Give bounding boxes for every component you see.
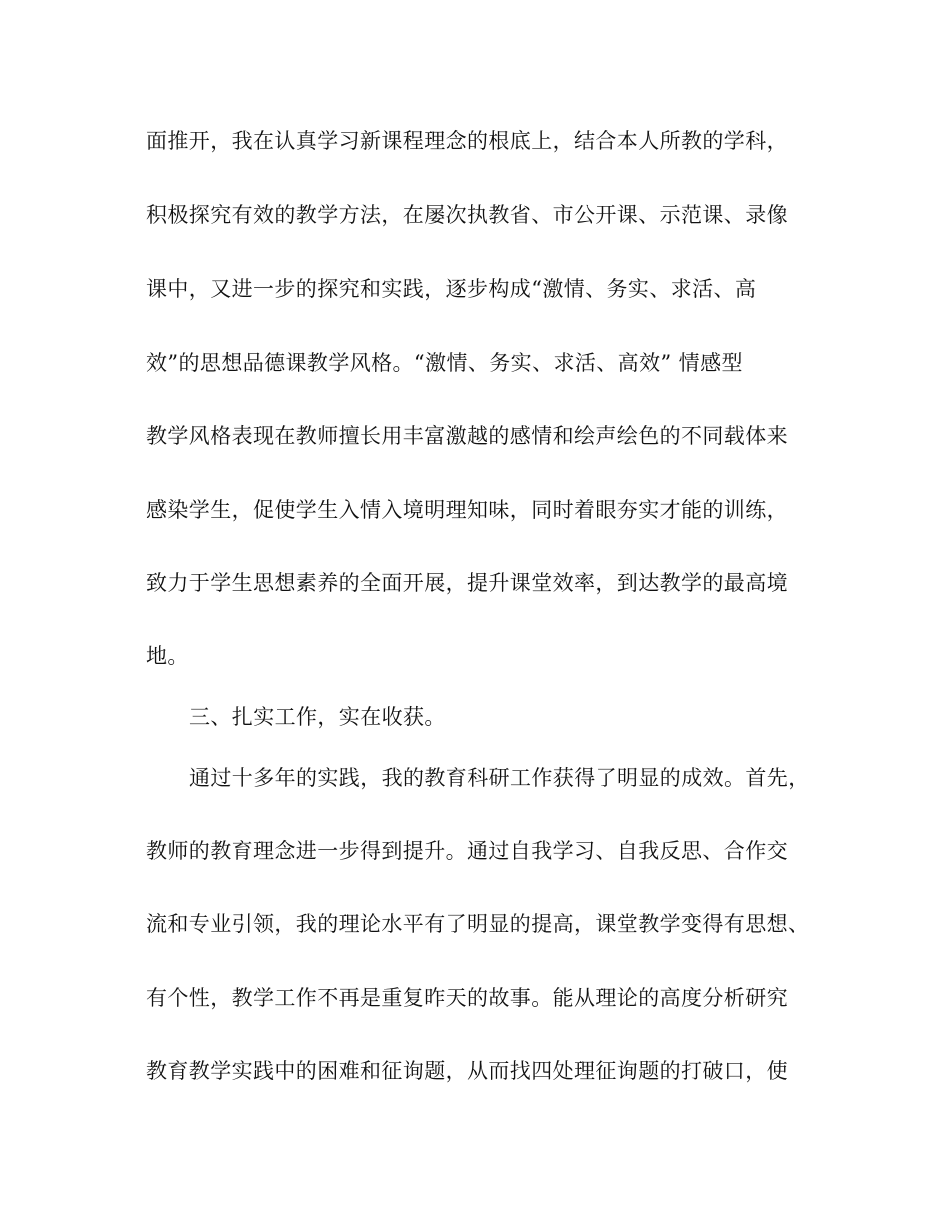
paragraph-line: 流和专业引领，我的理论水平有了明显的提高，课堂教学变得有思想、: [146, 912, 810, 936]
section-heading: 三、扎实工作，实在收获。: [189, 705, 446, 729]
paragraph-line: 效”的思想品德课教学风格。“激情、务实、求活、高效” 情感型: [146, 351, 743, 375]
paragraph-line: 教学风格表现在教师擅长用丰富激越的感情和绘声绘色的不同载体来: [146, 424, 788, 448]
paragraph-line: 积极探究有效的教学方法，在屡次执教省、市公开课、示范课、录像: [146, 203, 788, 227]
paragraph-line: 教育教学实践中的困难和征询题，从而找四处理征询题的打破口，使: [146, 1059, 788, 1083]
paragraph-line: 致力于学生思想素养的全面开展，提升课堂效率，到达教学的最高境: [146, 571, 788, 595]
paragraph-line: 地。: [146, 644, 189, 668]
paragraph-line: 感染学生，促使学生入情入境明理知味，同时着眼夯实才能的训练，: [146, 498, 788, 522]
paragraph-line: 有个性，教学工作不再是重复昨天的故事。能从理论的高度分析研究: [146, 986, 788, 1010]
paragraph-line: 通过十多年的实践，我的教育科研工作获得了明显的成效。首先，: [189, 766, 810, 790]
paragraph-line: 课中，又进一步的探究和实践，逐步构成“激情、务实、求活、高: [146, 277, 757, 301]
paragraph-line: 面推开，我在认真学习新课程理念的根底上，结合本人所教的学科，: [146, 129, 788, 153]
paragraph-line: 教师的教育理念进一步得到提升。通过自我学习、自我反思、合作交: [146, 839, 788, 863]
